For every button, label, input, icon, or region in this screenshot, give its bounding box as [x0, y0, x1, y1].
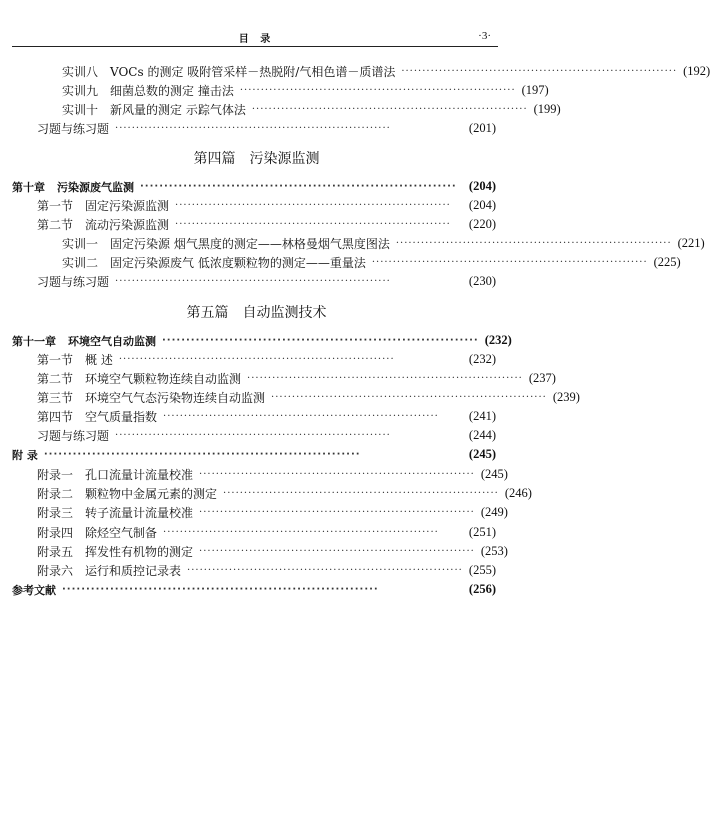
toc-entry: 第一节 固定污染源监测 ·································································· (204) — [37, 198, 496, 213]
toc-entry: 附录三 转子流量计流量校准 ·································································· (249) — [37, 505, 508, 520]
chapter-entry: 参考文献 ·································································· (256) — [12, 582, 496, 597]
toc-entry: 实训一 固定污染源 烟气黑度的测定——林格曼烟气黑度图法 ·································································· (221) — [62, 236, 705, 251]
toc-entry: 附录四 除烃空气制备 ·································································· (251) — [37, 525, 496, 540]
chapter-entry: 第十一章 环境空气自动监测 ·································································· (232) — [12, 333, 512, 348]
toc-entry: 附录五 挥发性有机物的测定 ·································································· (253) — [37, 544, 508, 559]
toc-entry: 附录一 孔口流量计流量校准 ·································································· (245) — [37, 467, 508, 482]
toc-entry: 附录二 颗粒物中金属元素的测定 ·································································· (246) — [37, 486, 532, 501]
page-number: ·3· — [478, 30, 491, 42]
toc-entry: 习题与练习题 ·································································· (230) — [37, 274, 496, 289]
toc-entry: 第三节 环境空气气态污染物连续自动监测 ·································································· (239) — [37, 390, 580, 405]
part-heading: 第四篇 污染源监测 — [193, 151, 320, 167]
chapter-entry: 第十章 污染源废气监测 ·································································· (204) — [12, 179, 496, 194]
toc-entry: 第一节 概 述 ·································································· (232) — [37, 352, 496, 367]
toc-entry: 附录六 运行和质控记录表 ·································································· (255) — [37, 563, 496, 578]
toc-entry: 第二节 流动污染源监测 ·································································· (220) — [37, 217, 496, 232]
toc-entry: 习题与练习题 ·································································· (201) — [37, 121, 496, 136]
toc-entry: 习题与练习题 ·································································· (244) — [37, 428, 496, 443]
header-rule — [12, 46, 498, 47]
part-heading: 第五篇 自动监测技术 — [186, 305, 327, 321]
toc-entry: 第二节 环境空气颗粒物连续自动监测 ·································································· (237) — [37, 371, 556, 386]
toc-entry: 实训十 新风量的测定 示踪气体法 ·································································· (199) — [62, 102, 561, 117]
chapter-entry: 附 录 ·································································· (245) — [12, 447, 496, 462]
toc-entry: 第四节 空气质量指数 ·································································· (241) — [37, 409, 496, 424]
toc-entry: 实训八 VOCs 的测定 吸附管采样－热脱附/气相色谱－质谱法 ·································································· (192) — [62, 64, 710, 79]
running-header-title: 目 录 — [238, 34, 275, 45]
toc-entry: 实训九 细菌总数的测定 撞击法 ·································································· (197) — [62, 83, 549, 98]
toc-entry: 实训二 固定污染源废气 低浓度颗粒物的测定——重量法 ·································································· (225) — [62, 255, 681, 270]
